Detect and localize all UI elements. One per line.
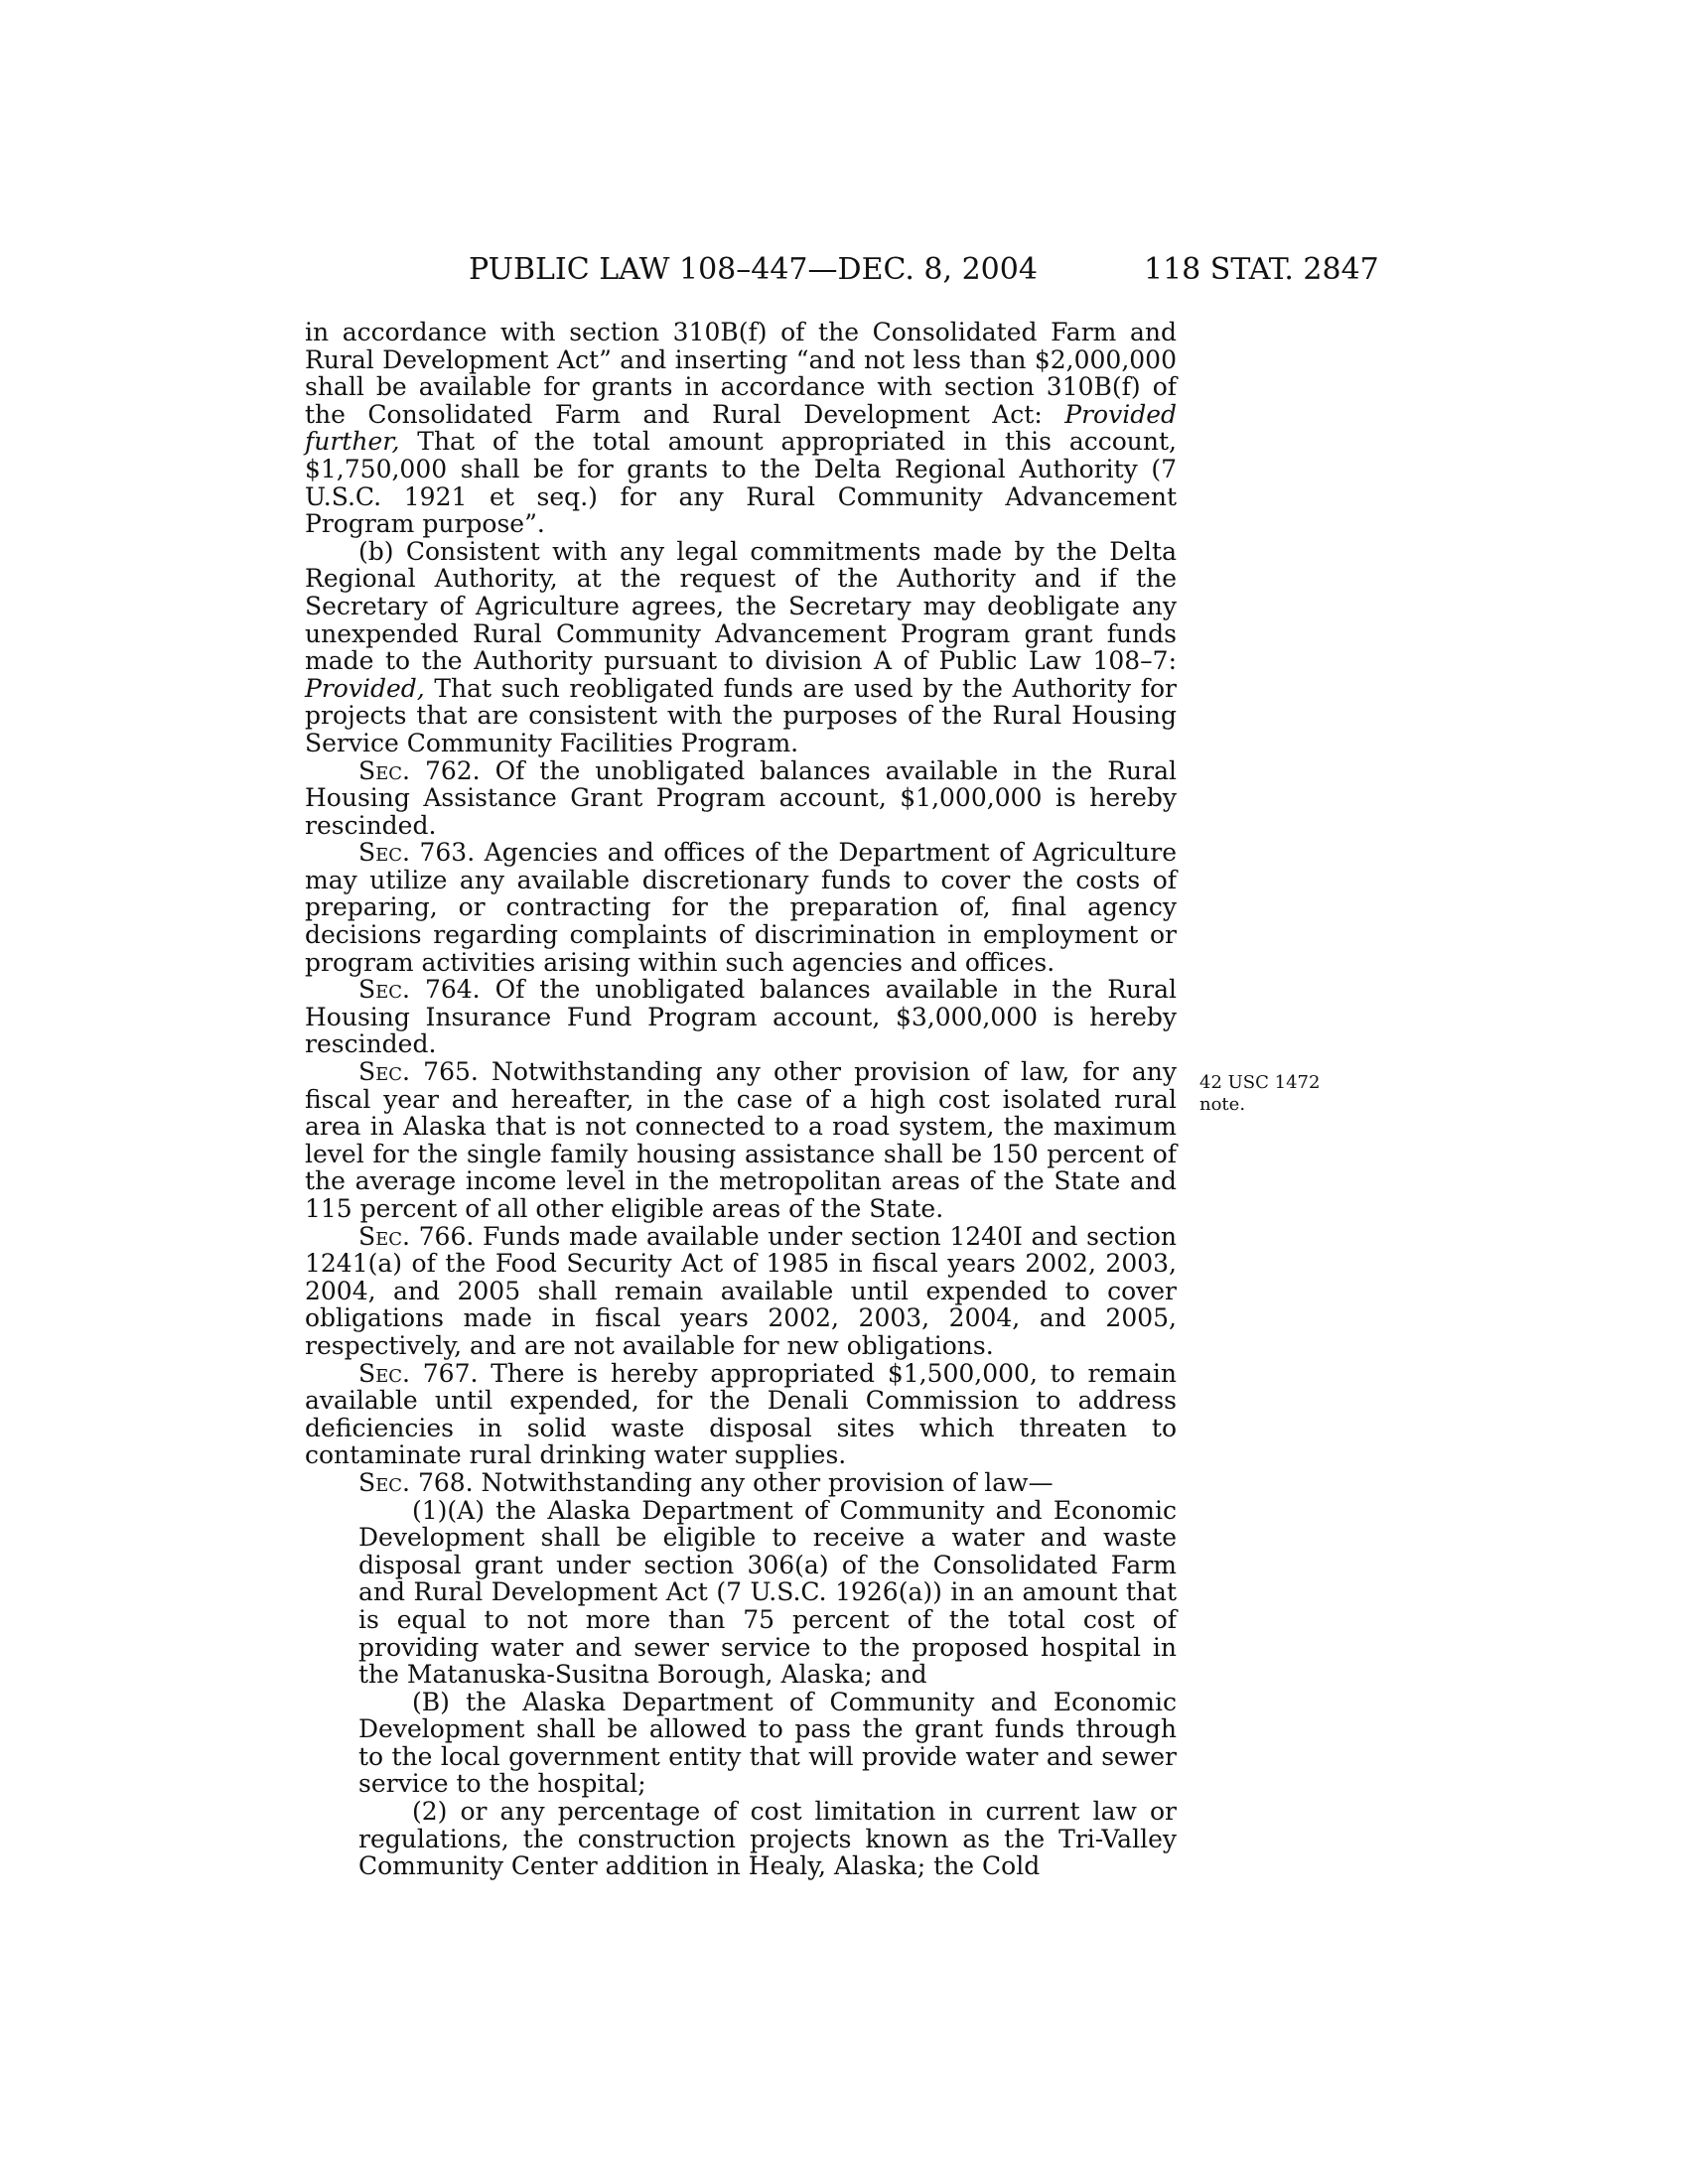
section-label: Sec. <box>358 838 410 868</box>
section-label: Sec. <box>358 1358 410 1388</box>
paragraph-b <box>305 538 1177 757</box>
section-768-paragraph-2 <box>358 1798 1177 1880</box>
section-label: Sec. <box>358 755 410 785</box>
section-text: (1)(A) the Alaska Department of Community and Economic Development shall be eligible to receive a water and waste disposal grant under section 306(a) of the Consolidated Farm and Rural Development Act (7 U.S.C. 1926(a)) in an amount that is equal to not more than 75 percent of the total cost of providing water and sewer service to the proposed hospital in the Matanuska-Susitna Borough, Alaska; and <box>358 1495 1177 1690</box>
section-766 <box>305 1223 1177 1360</box>
section-label: Sec. <box>358 1221 410 1251</box>
margin-note-label: note. <box>1199 1094 1246 1115</box>
section-text: (2) or any percentage of cost limitation in current law or regulations, the construction projects known as the Tri-Valley Community Center addition in Healy, Alaska; the Cold <box>358 1797 1177 1881</box>
section-768 <box>305 1469 1177 1497</box>
paragraph-text: That such reobligated funds are used by the Authority for projects that are consistent with the purposes of the Rural Housing Service Community Facilities Program. <box>305 673 1177 757</box>
section-text: 766. Funds made available under section 1240I and section 1241(a) of the Food Security Act of 1985 in fiscal years 2002, 2003, 2004, and 2005 shall remain available until expended to cover obligations made in fiscal years 2002, 2003, 2004, and 2005, respectively, and are not available for new obligations. <box>305 1221 1177 1360</box>
section-768-paragraph-1a <box>358 1497 1177 1689</box>
italic-proviso: Provided, <box>305 673 425 703</box>
section-text: 765. Notwithstanding any other provision of law, for any fiscal year and hereafter, in the case of a high cost isolated rural area in Alaska that is not connected to a road system, the maximum level for the single family housing assistance shall be 150 percent of the average income level in the metropolitan areas of the State and 115 percent of all other eligible areas of the State. <box>305 1057 1177 1223</box>
section-text: 767. There is hereby appropriated $1,500,000, to remain available until expended, for the Denali Commission to address deficiencies in solid waste disposal sites which threaten to contaminate rural drinking water supplies. <box>305 1358 1177 1470</box>
margin-note-citation: 42 USC 1472 <box>1199 1072 1321 1093</box>
body-text <box>305 319 1177 1880</box>
section-762 <box>305 757 1177 840</box>
section-text: 763. Agencies and offices of the Department of Agriculture may utilize any available discretionary funds to cover the costs of preparing, or contracting for the preparation of, final agency decisions regarding complaints of discrimination in employment or program activities arising within such agencies and offices. <box>305 838 1177 977</box>
page-header-stat: 118 STAT. 2847 <box>1144 252 1379 287</box>
section-765 <box>305 1058 1177 1223</box>
section-text: 762. Of the unobligated balances available in the Rural Housing Assistance Grant Program account, $1,000,000 is hereby rescinded. <box>305 755 1177 840</box>
paragraph-text: That of the total amount appropriated in this account, $1,750,000 shall be for grants to the Delta Regional Authority (7 U.S.C. 1921 et seq.) for any Rural Community Advancement Program purpose”. <box>305 427 1177 539</box>
margin-note <box>1199 1072 1348 1116</box>
section-text: 764. Of the unobligated balances available in the Rural Housing Insurance Fund Program account, $3,000,000 is hereby rescinded. <box>305 975 1177 1059</box>
section-label: Sec. <box>358 975 410 1005</box>
paragraph-text: in accordance with section 310B(f) of the Consolidated Farm and Rural Development Act” and inserting “and not less than $2,000,000 shall be available for grants in accordance with section 310B(f) of the Consolidated Farm and Rural Development Act: <box>305 318 1177 429</box>
italic-proviso: Provided further, <box>305 399 1177 457</box>
section-764 <box>305 976 1177 1058</box>
section-label: Sec. <box>358 1057 410 1087</box>
section-text: 768. Notwithstanding any other provision of law— <box>410 1467 1054 1497</box>
page-header-title: PUBLIC LAW 108–447—DEC. 8, 2004 <box>469 252 1038 287</box>
section-768-paragraph-1b <box>358 1689 1177 1798</box>
paragraph-continuation <box>305 319 1177 538</box>
section-763 <box>305 839 1177 976</box>
section-text: (B) the Alaska Department of Community and Economic Development shall be allowed to pass the grant funds through to the local government entity that will provide water and sewer service to the hospital; <box>358 1687 1177 1799</box>
section-767 <box>305 1360 1177 1469</box>
section-label: Sec. <box>358 1467 410 1497</box>
paragraph-text: (b) Consistent with any legal commitments made by the Delta Regional Authority, at the request of the Authority and if the Secretary of Agriculture agrees, the Secretary may deobligate any unexpended Rural Community Advancement Program grant funds made to the Authority pursuant to division A of Public Law 108–7: <box>305 536 1177 676</box>
